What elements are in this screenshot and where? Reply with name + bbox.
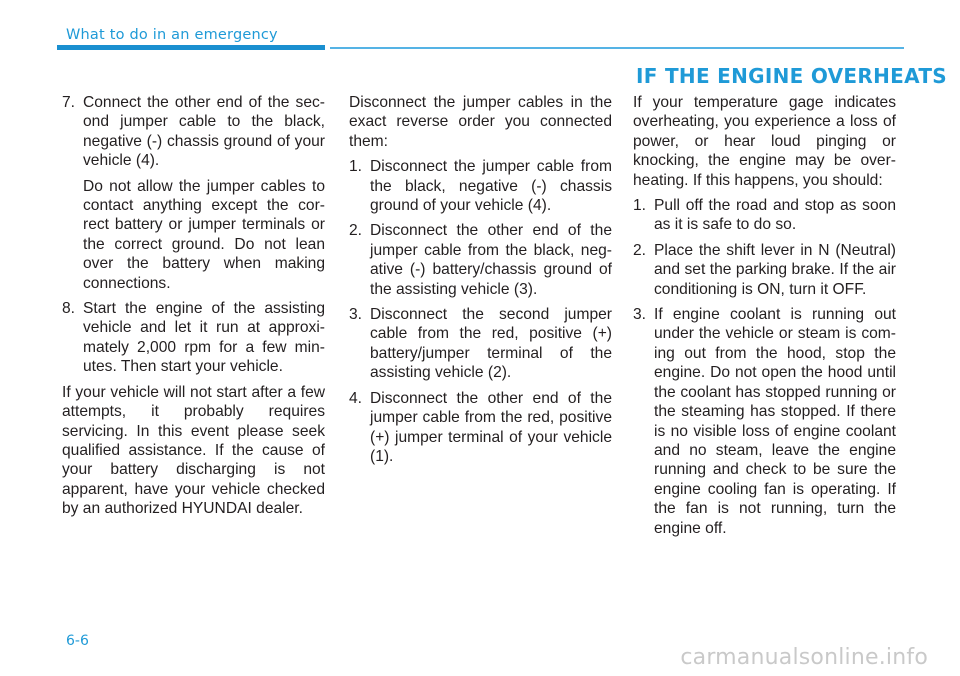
body-paragraph: Disconnect the jumper cables in the exact reverse order you connected them: [349,94,612,150]
list-item [349,389,612,467]
body-paragraph: If your temperature gage indicates overheating, you experience a loss of power, or hear loud pinging or knocking, the engine may be over-heating. If this happens, you should: [633,94,896,189]
text-column-1 [62,93,325,525]
list-item [349,157,612,215]
list-item-number: 7. [62,94,76,111]
list-item-text: Place the shift lever in N (Neutral) and set the parking brake. If the air conditioning is ON, turn it OFF. [654,241,896,298]
list-item-text: If engine coolant is running out under the vehicle or steam is com-ing out from the hood, stop the engine. Do not open the hood until the coolant has stopped running or the steaming has stopped. If there is no visible loss of engine coolant and no steam, leave the engine running and check to be sure the engine cooling fan is operating. If the fan is not running, turn the engine off. [654,306,896,537]
list-item-number: 2. [633,241,647,259]
header-rule [330,47,904,49]
list-item-number: 1. [349,158,363,176]
list-item-text: Disconnect the other end of the jumper cable from the black, neg-ative (-) battery/chassis ground of the assisting vehicle (3). [370,222,612,298]
list-item-number: 3. [633,306,647,324]
list-item-number: 4. [349,389,363,407]
list-item [62,93,325,171]
list-item [62,299,325,377]
list-item-text: Disconnect the other end of the jumper cable from the red, positive (+) jumper terminal of your vehicle (1). [370,389,612,465]
list-item-note: Do not allow the jumper cables to contact anything except the cor-rect battery or jumper terminals or the correct ground. Do not lean over the battery when making connections. [83,177,325,292]
list-item-number: 2. [349,222,363,240]
watermark: carmanualsonline.info [680,645,928,670]
list-item-number: 8. [62,300,76,318]
list-item-text: Pull off the road and stop as soon as it is safe to do so. [654,197,896,234]
header-rule-accent [57,45,325,50]
list-item-text: Start the engine of the assisting vehicle and let it run at approxi-mately 2,000 rpm for a few min-utes. Then start your vehicle. [83,300,325,376]
page-number: 6-6 [66,633,89,649]
list-item [633,241,896,299]
list-item [349,305,612,383]
list-item [633,196,896,235]
header-title: What to do in an emergency [66,27,278,43]
list-item [349,221,612,299]
text-column-2 [349,93,612,472]
section-title: IF THE ENGINE OVERHEATS [636,64,947,88]
list-item-text: Connect the other end of the sec-ond jumper cable to the black, negative (-) chassis ground of your vehicle (4). [83,94,325,170]
list-item-number: 1. [633,197,647,215]
list-item [633,305,896,538]
list-item-number: 3. [349,306,363,324]
body-paragraph: If your vehicle will not start after a few attempts, it probably requires servicing. In this event please seek qualified assistance. If the cause of your battery discharging is not apparent, have your vehicle checked by an authorized HYUNDAI dealer. [62,383,325,518]
list-item-text: Disconnect the second jumper cable from the red, positive (+) battery/jumper terminal of the assisting vehicle (2). [370,306,612,382]
text-column-3 [633,93,896,544]
list-item-text: Disconnect the jumper cable from the black, negative (-) chassis ground of your vehicle (4). [370,158,612,215]
